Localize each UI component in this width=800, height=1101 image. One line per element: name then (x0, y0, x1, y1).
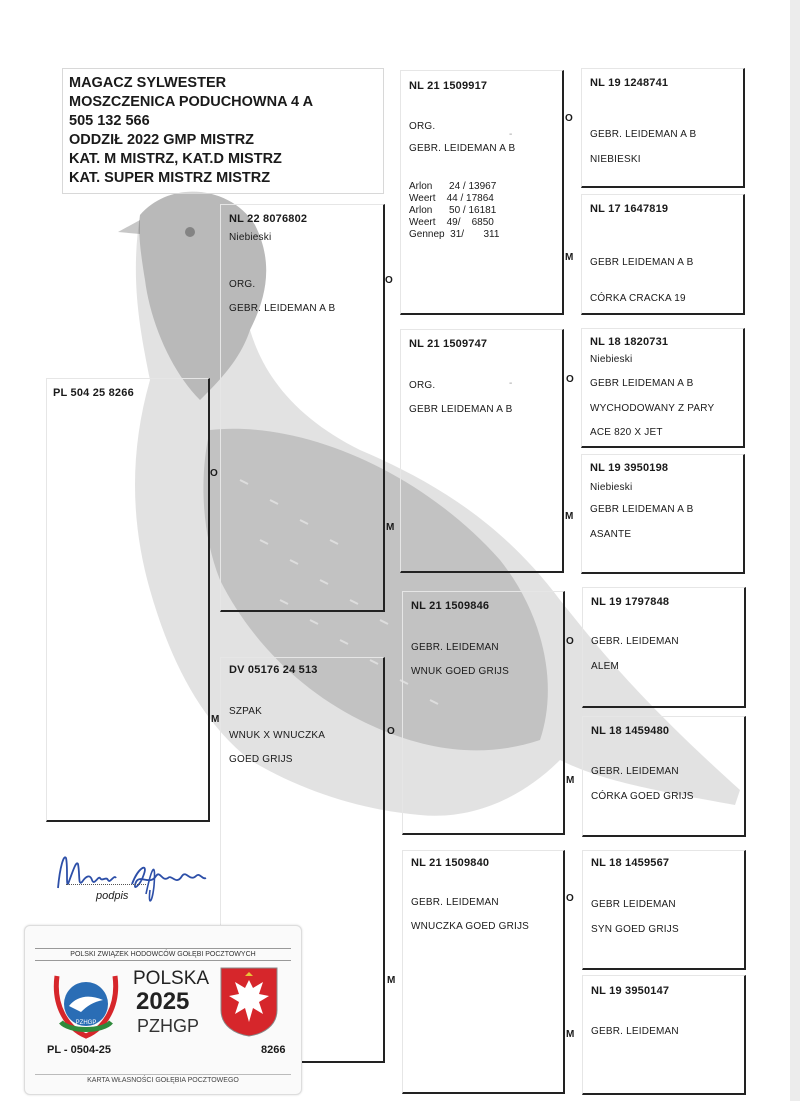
card-abbr: PZHGP (137, 1016, 200, 1036)
gg-1-line-1: GEBR. LEIDEMAN A B (590, 129, 697, 140)
breeder-info (62, 68, 384, 194)
gg-4-line-2: GEBR LEIDEMAN A B (590, 504, 694, 515)
gg-7-line-2: SYN GOED GRIJS (591, 924, 679, 935)
gg-8-box (582, 975, 746, 1095)
marker-mf: O (387, 726, 395, 737)
polish-eagle-icon (219, 966, 279, 1038)
subject-box (46, 378, 210, 822)
marker-g5: O (566, 636, 574, 647)
mother-line-1: SZPAK (229, 706, 263, 717)
ff-result-1: Arlon 24 / 13967 (409, 181, 497, 192)
gg-3-line-4: ACE 820 X JET (590, 427, 663, 438)
gg-1-ring: NL 19 1248741 (590, 77, 669, 89)
gg-8-line-1: GEBR. LEIDEMAN (591, 1026, 679, 1037)
father-color: Niebieski (229, 232, 272, 243)
gg-6-ring: NL 18 1459480 (591, 725, 670, 737)
marker-fm: M (386, 522, 395, 533)
gg-4-box (581, 454, 745, 574)
ff-result-5: Gennep 31/ 311 (409, 229, 500, 240)
gg-6-line-1: GEBR. LEIDEMAN (591, 766, 679, 777)
gg-1-box (581, 68, 745, 188)
card-year: 2025 (136, 988, 190, 1015)
marker-father: O (210, 468, 218, 479)
gg-3-line-2: GEBR LEIDEMAN A B (590, 378, 694, 389)
fm-line-2: GEBR LEIDEMAN A B (409, 404, 513, 415)
marker-g4: M (565, 511, 574, 522)
gg-4-ring: NL 19 3950198 (590, 462, 669, 474)
mf-line-1: GEBR. LEIDEMAN (411, 642, 499, 653)
card-ring-number: 8266 (261, 1044, 286, 1056)
gg-6-box (582, 716, 746, 837)
mf-line-2: WNUK GOED GRIJS (411, 666, 510, 677)
pzhgp-logo-icon (47, 966, 125, 1040)
ff-result-4: Weert 49/ 6850 (409, 217, 494, 228)
signature-line (66, 884, 146, 885)
breeder-name: MAGACZ SYLWESTER (69, 75, 227, 91)
grandparent-ff-box (400, 70, 564, 315)
marker-g6: M (566, 775, 575, 786)
gg-3-line-1: Niebieski (590, 354, 633, 365)
marker-ff: O (385, 275, 393, 286)
gg-1-line-2: NIEBIESKI (590, 154, 641, 165)
gg-7-ring: NL 18 1459567 (591, 857, 670, 869)
gg-3-box (581, 328, 745, 448)
ff-result-2: Weert 44 / 17864 (409, 193, 494, 204)
mother-ring: DV 05176 24 513 (229, 664, 318, 676)
gg-2-line-2: CÓRKA CRACKA 19 (590, 293, 686, 304)
breeder-phone: 505 132 566 (69, 113, 150, 129)
fm-ring: NL 21 1509747 (409, 338, 488, 350)
father-box (220, 204, 385, 612)
mother-line-2: WNUK X WNUCZKA (229, 730, 326, 741)
marker-mm: M (387, 975, 396, 986)
ff-dash: - (509, 129, 513, 140)
breeder-title-1: ODDZIŁ 2022 GMP MISTRZ (69, 132, 255, 148)
ff-result-3: Arlon 50 / 16181 (409, 205, 497, 216)
grandparent-fm-box (400, 329, 564, 573)
father-ring: NL 22 8076802 (229, 213, 308, 225)
marker-mother: M (211, 714, 220, 725)
father-line-1: ORG. (229, 279, 256, 290)
card-footer: KARTA WŁASNOŚCI GOŁĘBIA POCZTOWEGO (35, 1074, 291, 1084)
page-edge (790, 0, 800, 1101)
ff-line-1: ORG. (409, 121, 436, 132)
gg-5-line-2: ALEM (591, 661, 620, 672)
signature-label: podpis (96, 890, 129, 902)
ff-ring: NL 21 1509917 (409, 80, 488, 92)
father-line-2: GEBR. LEIDEMAN A B (229, 303, 336, 314)
mother-line-3: GOED GRIJS (229, 754, 293, 765)
gg-3-line-3: WYCHODOWANY Z PARY (590, 403, 715, 414)
card-pl-code: PL - 0504-25 (47, 1044, 112, 1056)
gg-2-line-1: GEBR LEIDEMAN A B (590, 257, 694, 268)
fm-dash: - (509, 378, 513, 389)
grandparent-mf-box (402, 591, 565, 835)
gg-5-ring: NL 19 1797848 (591, 596, 670, 608)
grandparent-mm-box (402, 850, 565, 1094)
marker-g1: O (565, 113, 573, 124)
marker-g8: M (566, 1029, 575, 1040)
gg-3-ring: NL 18 1820731 (590, 336, 669, 348)
gg-5-line-1: GEBR. LEIDEMAN (591, 636, 679, 647)
gg-6-line-2: CÓRKA GOED GRIJS (591, 791, 694, 802)
breeder-title-3: KAT. SUPER MISTRZ MISTRZ (69, 170, 271, 186)
gg-8-ring: NL 19 3950147 (591, 985, 670, 997)
fm-line-1: ORG. (409, 380, 436, 391)
gg-2-box (581, 194, 745, 315)
gg-7-line-1: GEBR LEIDEMAN (591, 899, 676, 910)
breeder-address: MOSZCZENICA PODUCHOWNA 4 A (69, 94, 314, 110)
gg-7-box (582, 850, 746, 970)
gg-5-box (582, 587, 746, 708)
gg-4-line-3: ASANTE (590, 529, 632, 540)
mm-line-1: GEBR. LEIDEMAN (411, 897, 499, 908)
logo-label: PZHGP (75, 1020, 97, 1026)
mm-ring: NL 21 1509840 (411, 857, 490, 869)
breeder-title-2: KAT. M MISTRZ, KAT.D MISTRZ (69, 151, 282, 167)
marker-g7: O (566, 893, 574, 904)
marker-g3: O (566, 374, 574, 385)
gg-2-ring: NL 17 1647819 (590, 203, 669, 215)
ff-line-2: GEBR. LEIDEMAN A B (409, 143, 516, 154)
subject-ring: PL 504 25 8266 (53, 387, 134, 399)
marker-g2: M (565, 252, 574, 263)
card-organization: POLSKI ZWIĄZEK HODOWCÓW GOŁĘBI POCZTOWYCH (35, 948, 291, 961)
handwritten-signature (52, 846, 212, 916)
mm-line-2: WNUCZKA GOED GRIJS (411, 921, 530, 932)
gg-4-line-1: Niebieski (590, 482, 633, 493)
ownership-card (24, 925, 302, 1095)
mf-ring: NL 21 1509846 (411, 600, 490, 612)
card-country: POLSKA (133, 968, 210, 989)
